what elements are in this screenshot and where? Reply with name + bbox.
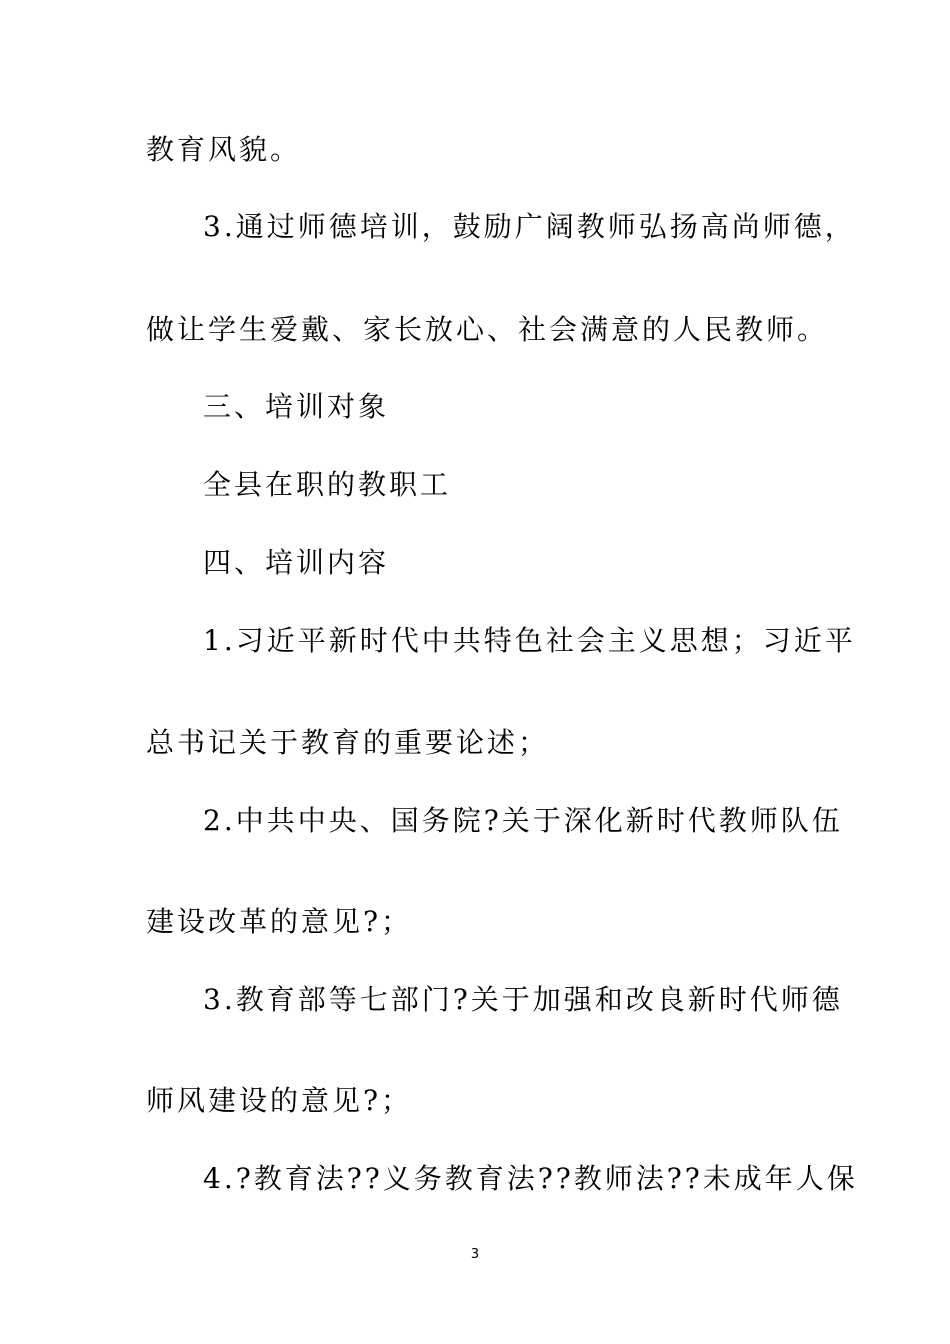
section-heading-training-targets: 三、培训对象 [203,390,390,423]
text-line-11: 3.教育部等七部门?关于加强和改良新时代师德 [203,983,843,1016]
page-number: 3 [470,1247,480,1262]
text-line-1: 教育风貌。 [146,133,302,166]
text-line-9: 2.中共中央、国务院?关于深化新时代教师队伍 [203,804,843,837]
text-line-10: 建设改革的意见?； [146,905,413,938]
section-heading-training-content: 四、培训内容 [203,546,390,579]
text-line-13: 4.?教育法??义务教育法??教师法??未成年人保 [203,1162,858,1195]
text-line-8: 总书记关于教育的重要论述； [146,726,550,759]
text-line-3: 做让学生爱戴、家长放心、社会满意的人民教师。 [146,313,829,346]
text-line-2: 3.通过师德培训，鼓励广阔教师弘扬高尚师德， [203,210,856,243]
text-line-7: 1.习近平新时代中共特色社会主义思想；习近平 [203,624,856,657]
text-line-5: 全县在职的教职工 [203,468,452,501]
text-line-12: 师风建设的意见?； [146,1084,413,1117]
